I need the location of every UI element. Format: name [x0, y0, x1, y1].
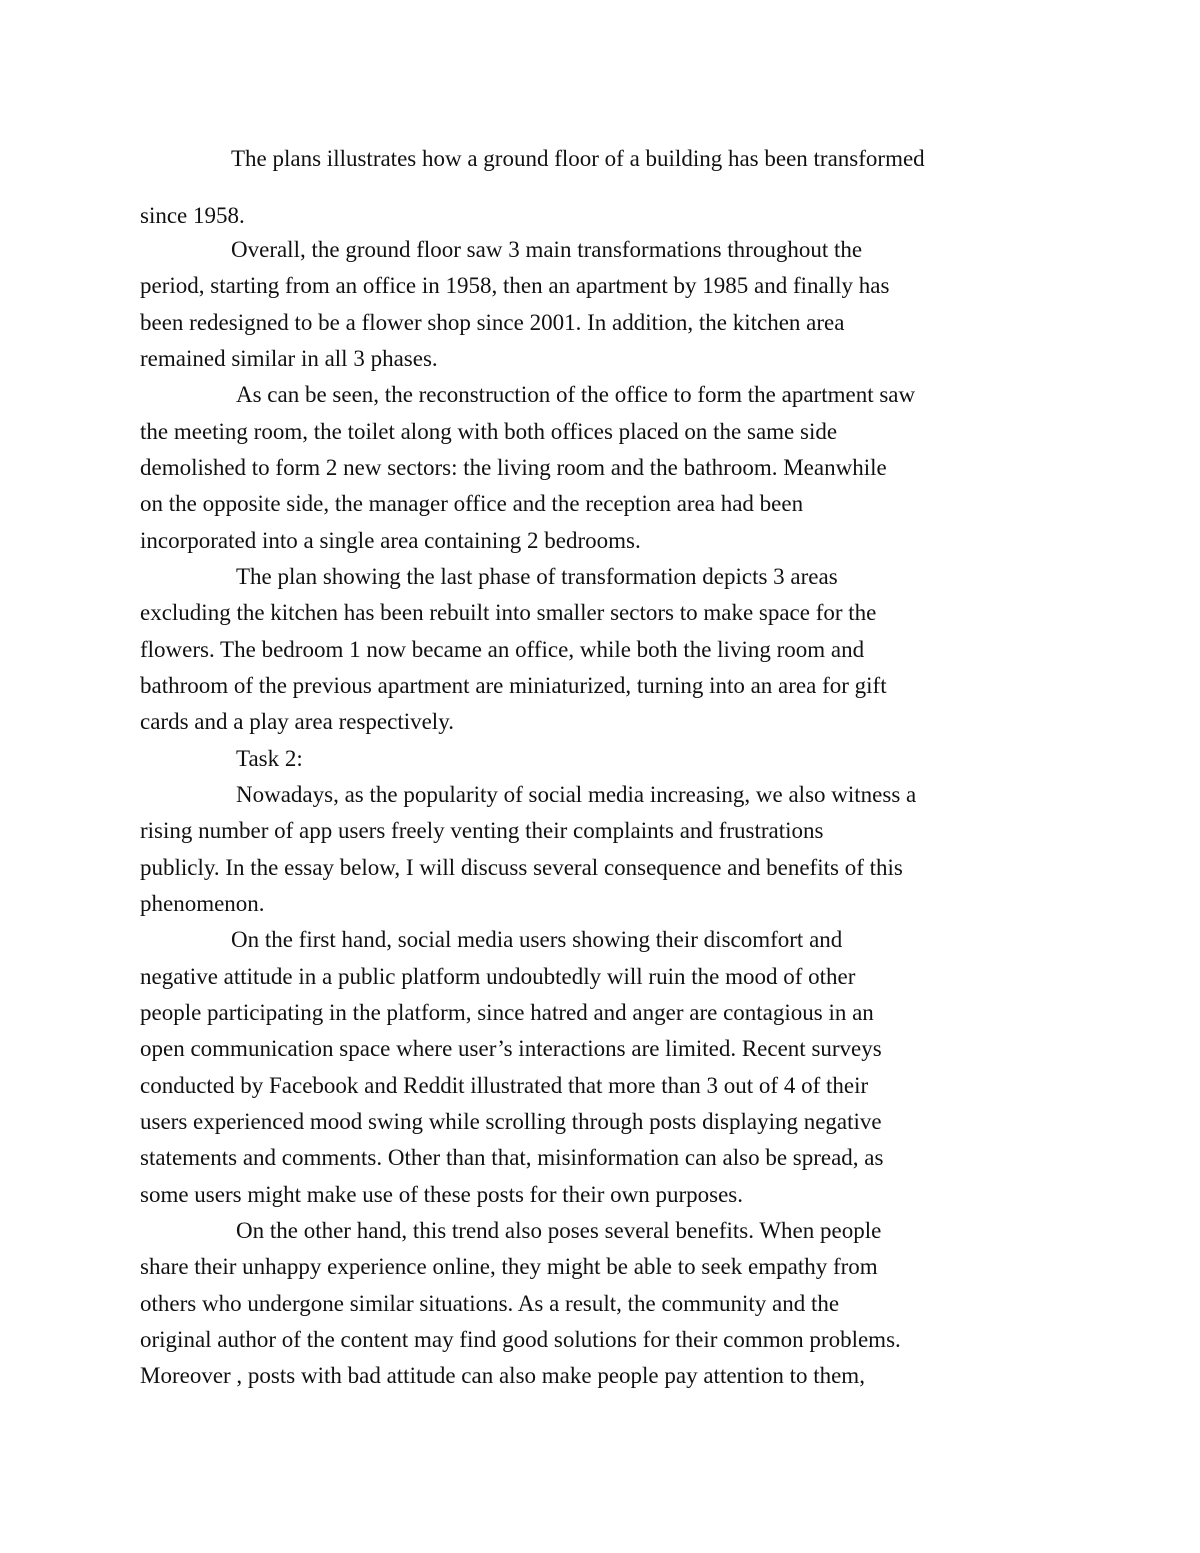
text-line: As can be seen, the reconstruction of the office to form the apartment saw — [236, 382, 916, 407]
text-line: some users might make use of these posts for their own purposes. — [140, 1182, 744, 1207]
text-line: conducted by Facebook and Reddit illustrated that more than 3 out of 4 of their — [140, 1073, 869, 1098]
text-line: since 1958. — [140, 203, 245, 228]
text-line: phenomenon. — [140, 891, 265, 916]
text-line: On the first hand, social media users showing their discomfort and — [231, 927, 843, 952]
text-line: incorporated into a single area containing 2 bedrooms. — [140, 528, 641, 553]
text-line: share their unhappy experience online, they might be able to seek empathy from — [140, 1254, 878, 1279]
text-line: on the opposite side, the manager office and the reception area had been — [140, 491, 804, 516]
text-line: The plan showing the last phase of transformation depicts 3 areas — [236, 564, 838, 589]
text-line: flowers. The bedroom 1 now became an office, while both the living room and — [140, 637, 865, 662]
text-line: Moreover , posts with bad attitude can also make people pay attention to them, — [140, 1363, 865, 1388]
text-line: statements and comments. Other than that, misinformation can also be spread, as — [140, 1145, 884, 1170]
text-line: remained similar in all 3 phases. — [140, 346, 438, 371]
text-line: Task 2: — [236, 746, 303, 771]
text-line: The plans illustrates how a ground floor of a building has been transformed — [231, 146, 925, 171]
text-line: Nowadays, as the popularity of social media increasing, we also witness a — [236, 782, 917, 807]
text-line: open communication space where user’s interactions are limited. Recent surveys — [140, 1036, 882, 1061]
text-line: people participating in the platform, since hatred and anger are contagious in an — [140, 1000, 874, 1025]
text-line: users experienced mood swing while scrolling through posts displaying negative — [140, 1109, 882, 1134]
text-line: the meeting room, the toilet along with both offices placed on the same side — [140, 419, 838, 444]
text-line: bathroom of the previous apartment are miniaturized, turning into an area for gift — [140, 673, 887, 698]
text-line: On the other hand, this trend also poses several benefits. When people — [236, 1218, 882, 1243]
text-line: excluding the kitchen has been rebuilt into smaller sectors to make space for the — [140, 600, 877, 625]
text-line: demolished to form 2 new sectors: the living room and the bathroom. Meanwhile — [140, 455, 887, 480]
text-line: others who undergone similar situations. As a result, the community and the — [140, 1291, 840, 1316]
text-line: been redesigned to be a flower shop since 2001. In addition, the kitchen area — [140, 310, 845, 335]
text-line: publicly. In the essay below, I will discuss several consequence and benefits of this — [140, 855, 903, 880]
text-line: rising number of app users freely venting their complaints and frustrations — [140, 818, 824, 843]
text-line: original author of the content may find good solutions for their common problems. — [140, 1327, 901, 1352]
text-line: period, starting from an office in 1958, then an apartment by 1985 and finally has — [140, 273, 890, 298]
text-line: Overall, the ground floor saw 3 main transformations throughout the — [231, 237, 863, 262]
text-line: negative attitude in a public platform undoubtedly will ruin the mood of other — [140, 964, 856, 989]
text-line: cards and a play area respectively. — [140, 709, 454, 734]
